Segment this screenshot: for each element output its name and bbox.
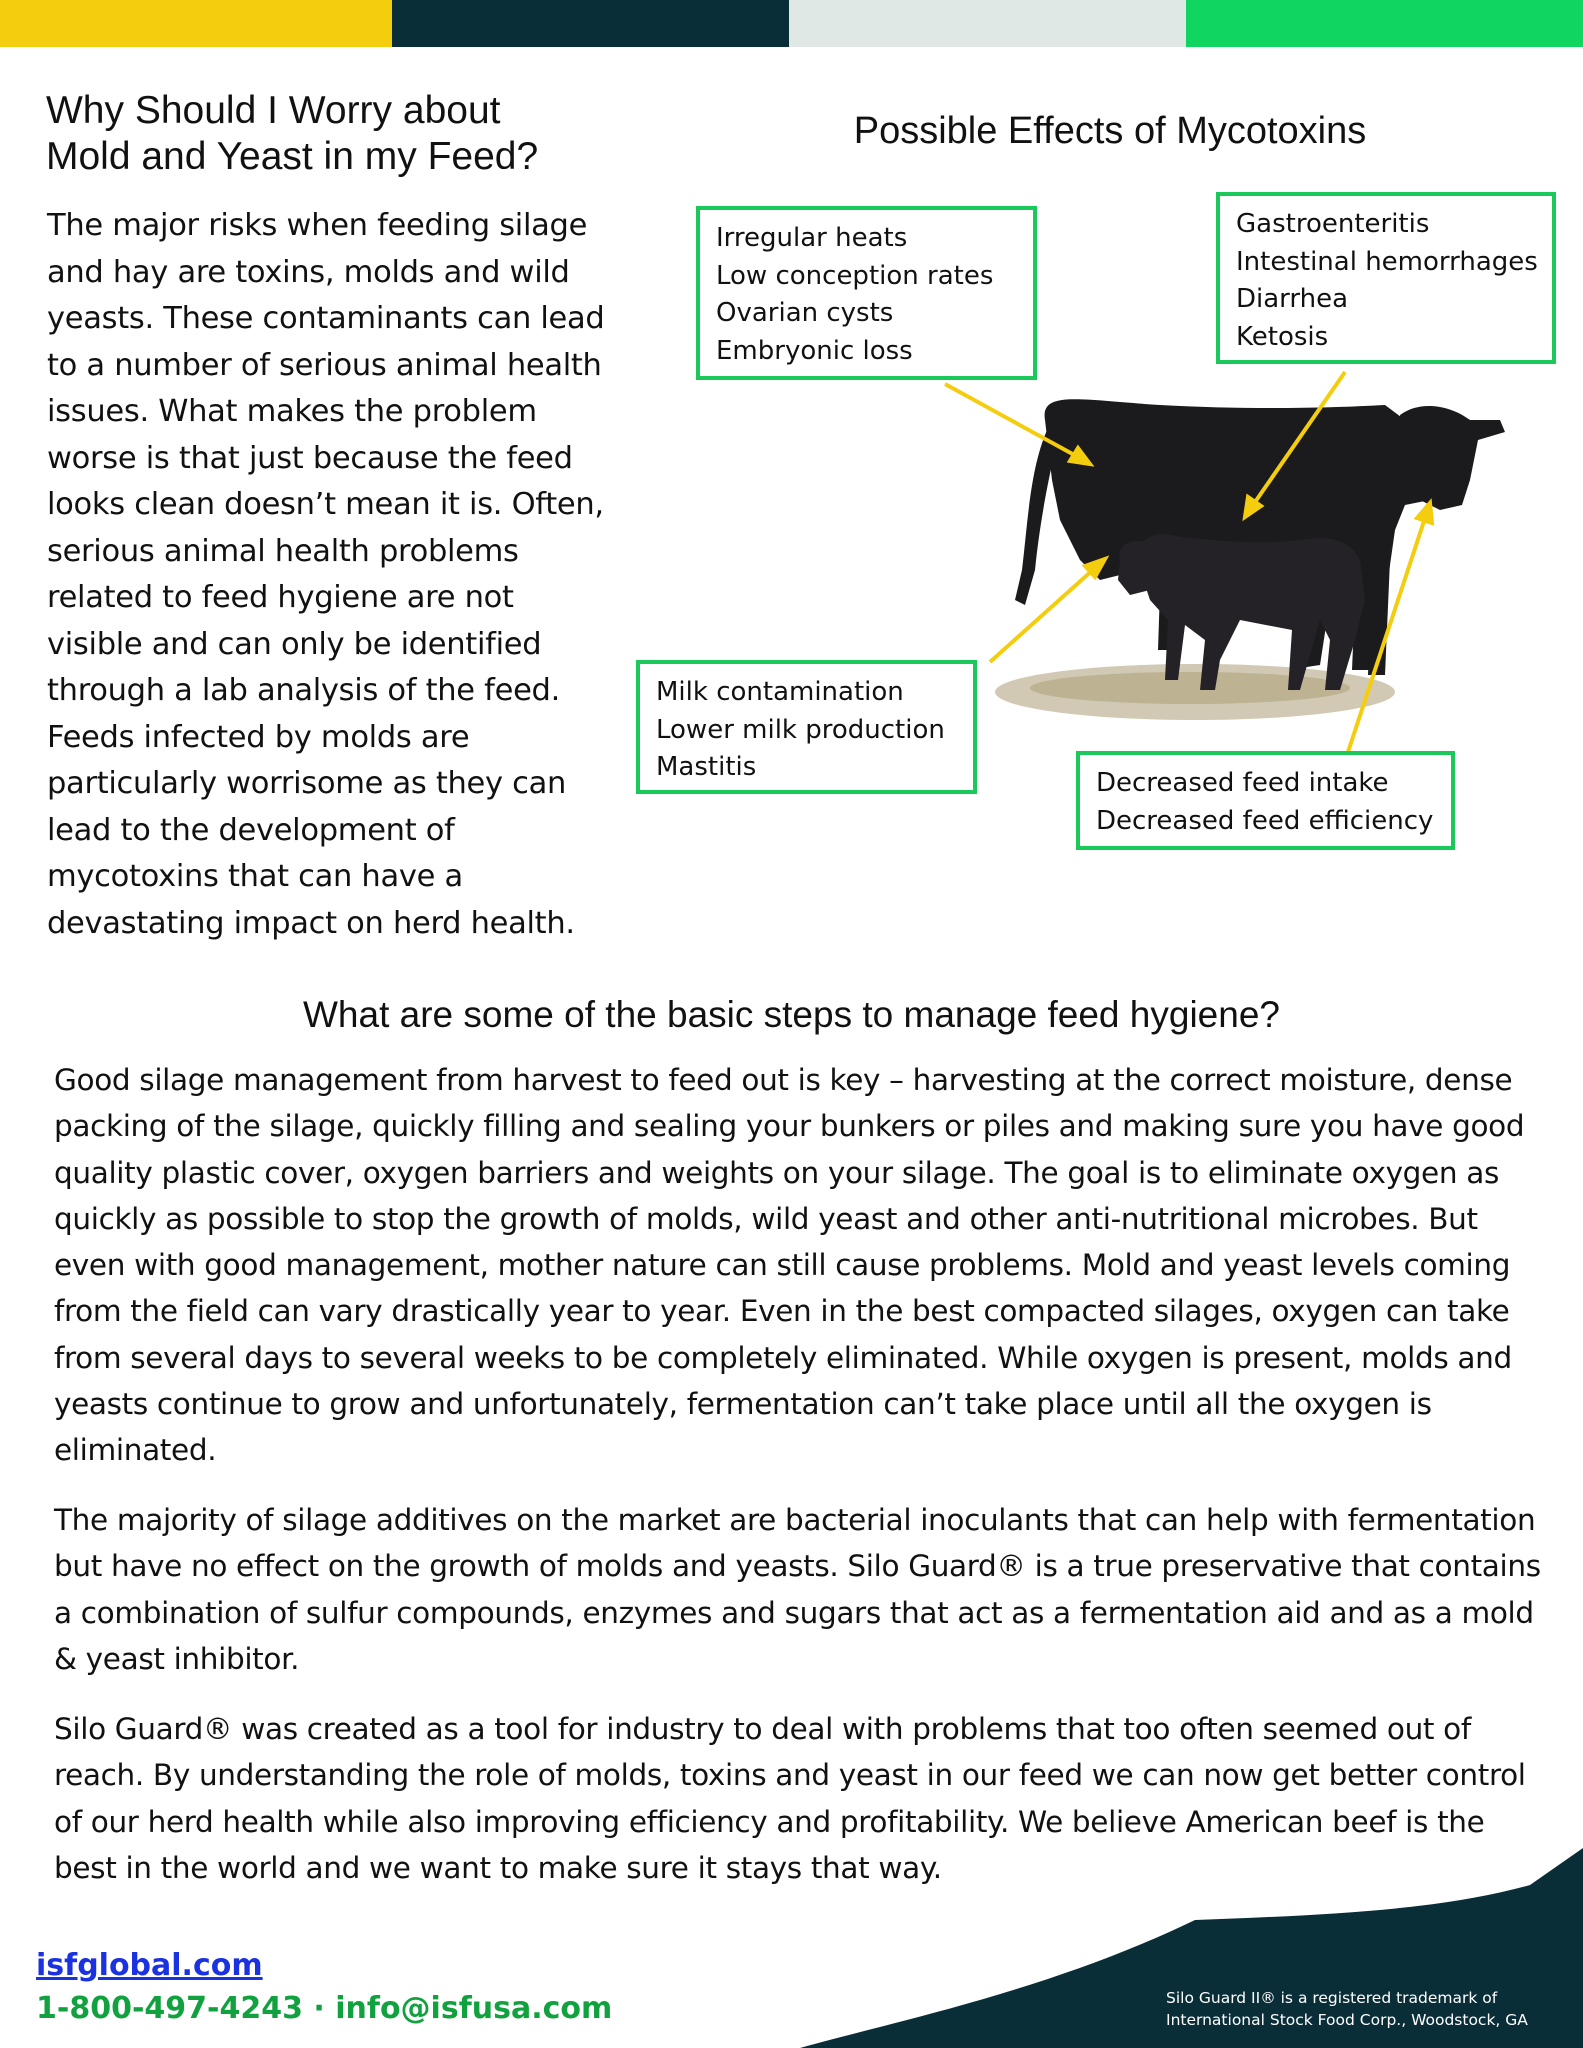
arrowhead-icon: [1417, 503, 1432, 523]
website-link[interactable]: isfglobal.com: [36, 1948, 263, 1983]
arrowhead-icon: [1070, 448, 1090, 464]
section-heading-steps: What are some of the basic steps to manage feed hygiene?: [303, 994, 1280, 1035]
effects-title: Possible Effects of Mycotoxins: [853, 110, 1367, 152]
arrowhead-icon: [1085, 559, 1105, 577]
effect-item: Diarrhea: [1236, 284, 1349, 314]
arrowhead-icon: [1245, 497, 1261, 517]
trademark-line: International Stock Food Corp., Woodstock, GA: [1166, 2011, 1528, 2029]
effect-box-milk: [636, 660, 977, 794]
effect-item: Decreased feed efficiency: [1096, 805, 1434, 836]
pointer-arrows: [945, 372, 1432, 752]
effect-box-reproductive: [696, 206, 1037, 380]
effect-item: Intestinal hemorrhages: [1236, 246, 1538, 277]
trademark-line: Silo Guard II® is a registered trademark of: [1166, 1989, 1498, 2007]
contact-info[interactable]: 1-800-497-4243 · info@isfusa.com: [36, 1991, 613, 2026]
effect-item: Embryonic loss: [716, 335, 913, 366]
arrow-intake: [1348, 518, 1425, 752]
calf-icon: [1118, 534, 1365, 690]
cow-icon: [1015, 399, 1505, 675]
heading-line: Mold and Yeast in my Feed?: [46, 135, 539, 178]
body-paragraph: Silo Guard® was created as a tool for industry to deal with problems that too often seemed out of reach. By understanding the role of molds, toxins and yeast in our feed we can now get better control of our herd health while also improving efficiency and profitability. We believe American beef is the best in the world and we want to make sure it stays that way.: [54, 1712, 1526, 1885]
hay-ground-shade: [1030, 672, 1350, 704]
arrow-milk: [990, 568, 1095, 662]
arrow-digest: [1253, 372, 1345, 505]
color-bar-green: [1186, 0, 1583, 47]
trademark-notice: [1166, 1987, 1566, 2031]
effect-item: Ovarian cysts: [716, 298, 894, 328]
intro-paragraph: The major risks when feeding silage and hay are toxins, molds and wild yeasts. These contaminants can lead to a number of serious animal health issues. What makes the problem worse is that just because the feed looks clean doesn’t mean it is. Often, serious animal health problems related to feed hygiene are not visible and can only be identified through a lab analysis of the feed. Feeds infected by molds are particularly worrisome as they can lead to the development of mycotoxins that can have a devastating impact on herd health.: [47, 208, 605, 941]
effect-item: Decreased feed intake: [1096, 768, 1389, 798]
effect-item: Ketosis: [1236, 321, 1329, 352]
effect-item: Milk contamination: [656, 677, 904, 707]
effect-item: Irregular heats: [716, 223, 908, 253]
body-paragraph: The majority of silage additives on the market are bacterial inoculants that can help with fermentation but have no effect on the growth of molds and yeasts. Silo Guard® is a true preservative that contains a combination of sulfur compounds, enzymes and sugars that act as a fermentation aid and as a mold & yeast inhibitor.: [54, 1503, 1541, 1676]
effect-box-intake: [1076, 751, 1455, 850]
effect-box-digestive: [1216, 192, 1556, 364]
arrow-repro: [945, 384, 1078, 457]
body-paragraph: Good silage management from harvest to feed out is key – harvesting at the correct moisture, dense packing of the silage, quickly filling and sealing your bunkers or piles and making sure you have good quality plastic cover, oxygen barriers and weights on your silage. The goal is to eliminate oxygen as quickly as possible to stop the growth of molds, wild yeast and other anti-nutritional microbes. But even with good management, mother nature can still cause problems. Mold and yeast levels coming from the field can vary drastically year to year. Even in the best compacted silages, oxygen can take from several days to several weeks to be completely eliminated. While oxygen is present, molds and yeasts continue to grow and unfortunately, fermentation can’t take place until all the oxygen is eliminated.: [54, 1063, 1525, 1468]
effect-item: Mastitis: [656, 752, 757, 782]
header-color-bar: [0, 0, 1583, 47]
color-bar-yellow: [0, 0, 392, 47]
effect-item: Lower milk production: [656, 714, 945, 745]
color-bar-navy: [392, 0, 789, 47]
section-heading-worry: [46, 88, 606, 180]
effect-item: Low conception rates: [716, 260, 994, 291]
heading-line: Why Should I Worry about: [46, 89, 501, 132]
effect-item: Gastroenteritis: [1236, 209, 1430, 239]
color-bar-gray: [789, 0, 1186, 47]
hay-ground: [995, 664, 1395, 720]
